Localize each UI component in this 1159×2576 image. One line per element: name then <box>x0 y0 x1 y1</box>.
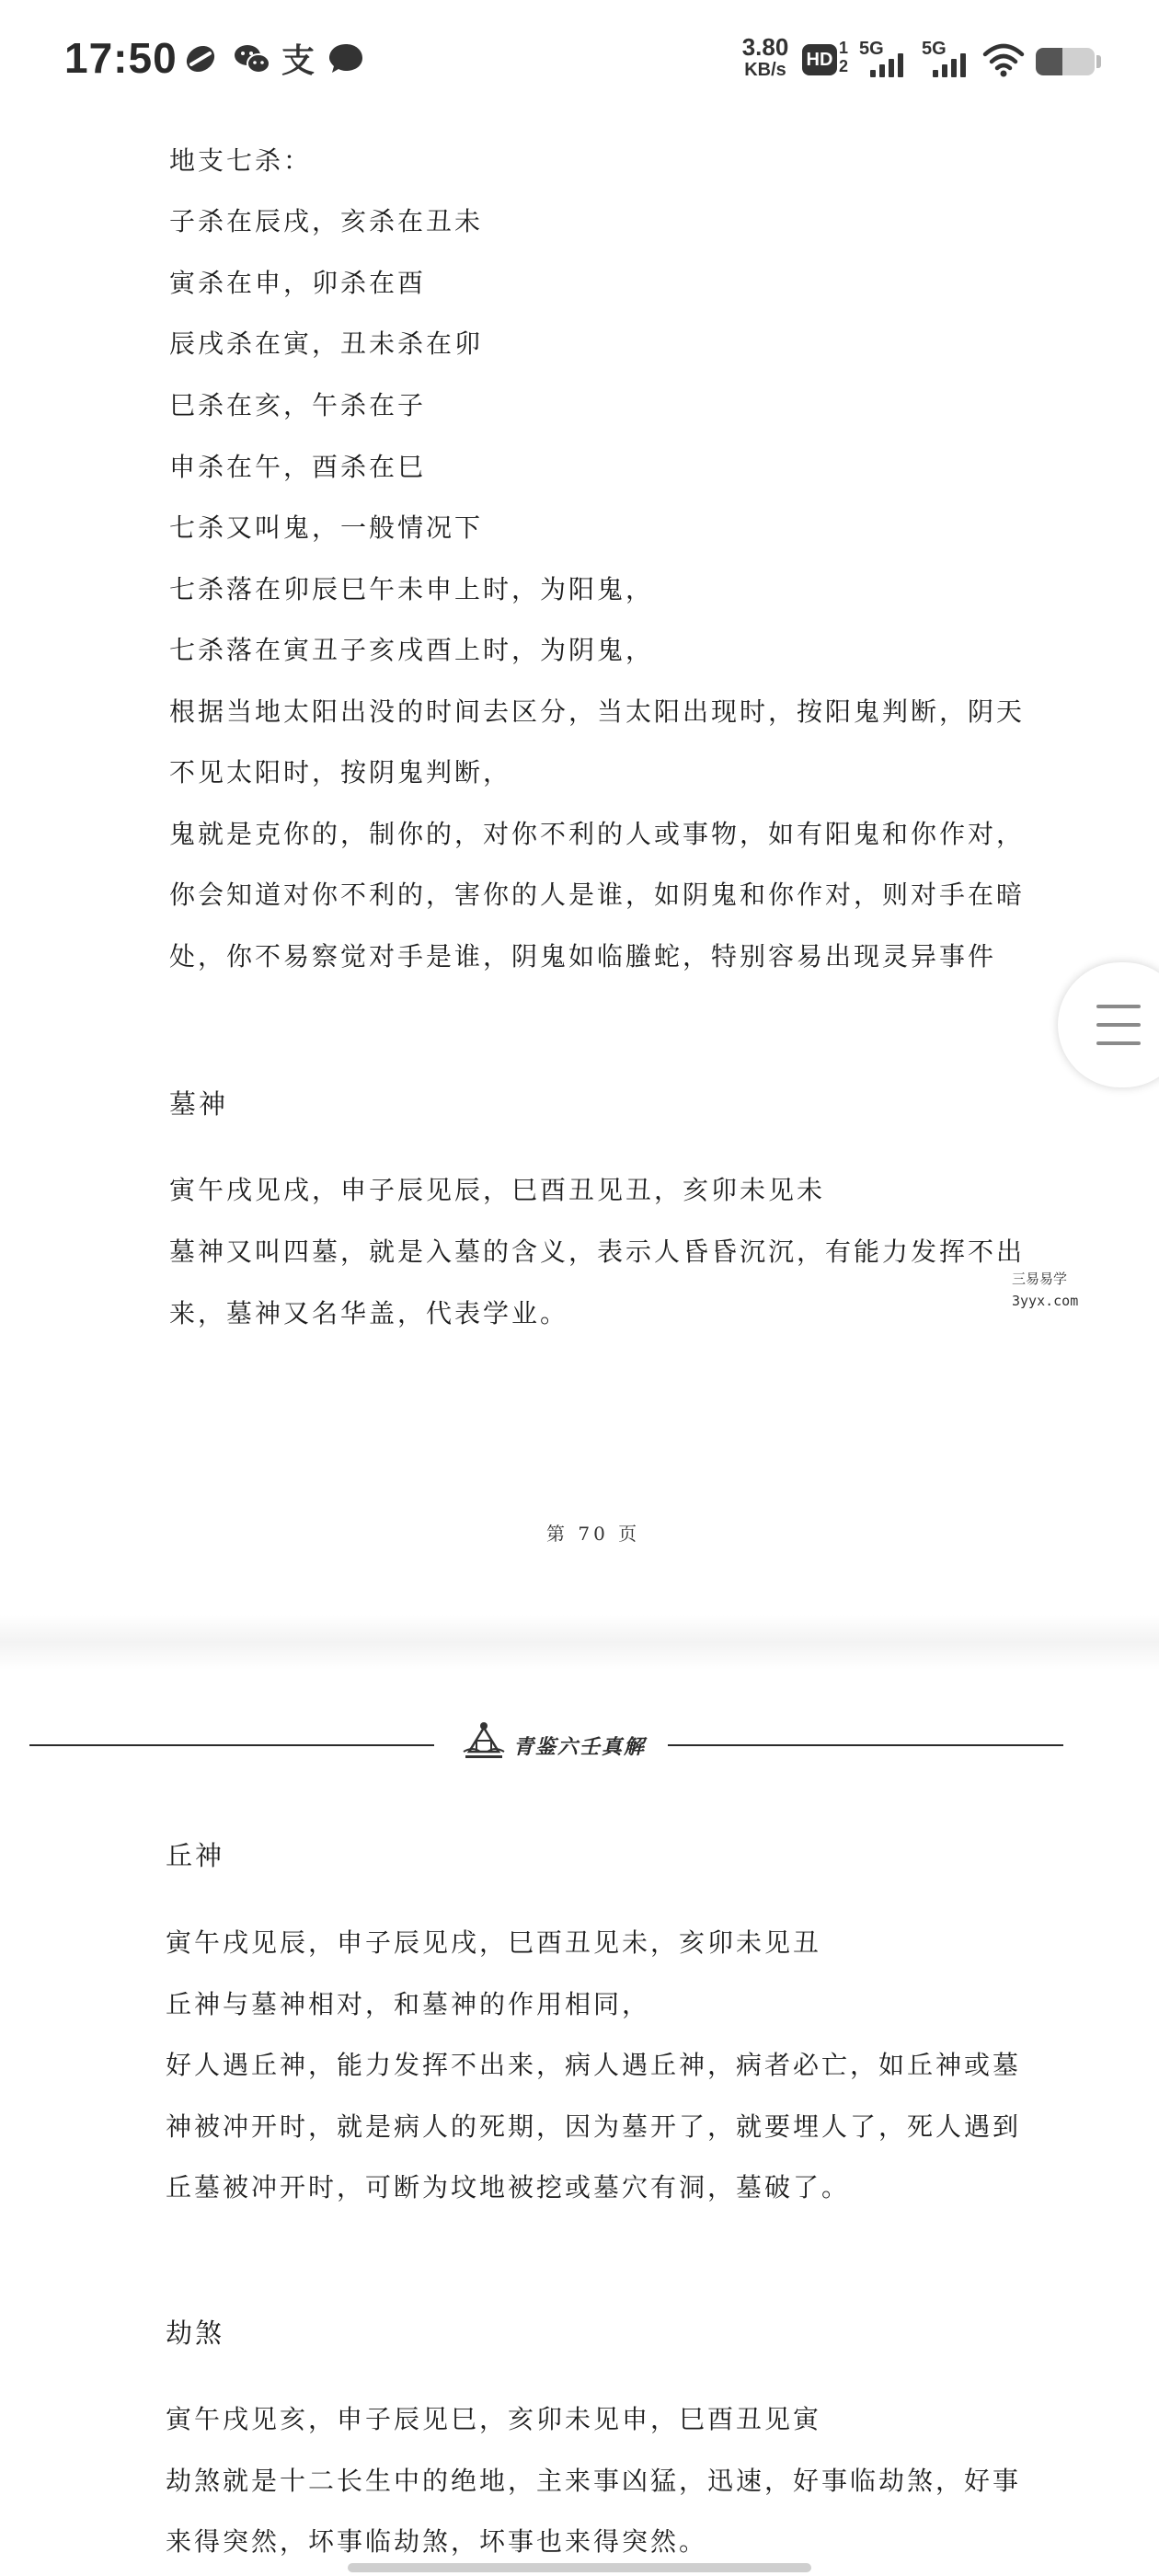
section-heading-jiesha: 劫煞 <box>166 2317 225 2349</box>
menu-icon <box>1096 1005 1141 1008</box>
book-logo-icon <box>460 1719 508 1761</box>
sim2-network-label: 5G <box>922 39 947 59</box>
menu-icon <box>1096 1041 1141 1045</box>
wechat-icon <box>232 40 272 77</box>
text-line: 丘神与墓神相对，和墓神的作用相同， <box>166 1989 651 2019</box>
text-line: 来，墓神又名华盖，代表学业。 <box>169 1298 569 1328</box>
book-header-title: 青鉴六壬真解 <box>513 1735 647 1759</box>
link-icon <box>182 40 219 77</box>
header-rule-left <box>29 1744 434 1746</box>
battery-icon <box>1036 48 1095 75</box>
hd-sim-indicator <box>839 39 848 75</box>
sim1-signal-icon <box>870 52 911 77</box>
text-line: 处，你不易察觉对手是谁，阴鬼如临螣蛇，特别容易出现灵异事件 <box>169 941 997 972</box>
status-bar <box>0 0 1159 120</box>
header-rule-right <box>668 1744 1063 1746</box>
text-line: 寅午戌见亥，申子辰见巳，亥卯未见申，巳酉丑见寅 <box>166 2404 822 2434</box>
section-heading-mushen: 墓神 <box>169 1088 229 1120</box>
watermark <box>1012 1268 1078 1312</box>
network-speed-unit: KB/s <box>744 60 786 80</box>
floating-menu-button[interactable] <box>1058 962 1159 1087</box>
sim1-network-label: 5G <box>859 39 884 59</box>
text-line: 子杀在辰戌，亥杀在丑未 <box>169 206 484 236</box>
text-line: 寅午戌见辰，申子辰见戌，巳酉丑见未，亥卯未见丑 <box>166 1927 822 1958</box>
message-icon <box>327 40 364 77</box>
text-line: 不见太阳时，按阴鬼判断， <box>169 757 512 788</box>
status-time: 17:50 <box>64 34 178 82</box>
watermark-line: 三易易学 <box>1012 1271 1068 1287</box>
text-line: 辰戌杀在寅，丑未杀在卯 <box>169 328 484 359</box>
text-line: 好人遇丘神，能力发挥不出来，病人遇丘神，病者必亡，如丘神或墓 <box>166 2050 1022 2080</box>
sim2-signal-icon <box>933 52 973 77</box>
text-line: 劫煞就是十二长生中的绝地，主来事凶猛，迅速，好事临劫煞，好事 <box>166 2466 1022 2496</box>
text-line: 你会知道对你不利的，害你的人是谁，如阴鬼和你作对，则对手在暗 <box>169 880 1026 910</box>
wifi-icon <box>982 42 1025 79</box>
hd-voice-icon: HD <box>802 44 837 75</box>
network-speed-value: 3.80 <box>741 33 789 61</box>
text-line: 神被冲开时，就是病人的死期，因为墓开了，就要埋人了，死人遇到 <box>166 2111 1022 2142</box>
text-line: 地支七杀： <box>169 145 313 176</box>
text-line: 七杀又叫鬼，一般情况下 <box>169 512 484 543</box>
text-line: 丘墓被冲开时，可断为坟地被挖或墓穴有洞，墓破了。 <box>166 2172 851 2202</box>
menu-icon <box>1096 1023 1141 1027</box>
text-line: 七杀落在寅丑子亥戌酉上时，为阴鬼， <box>169 635 655 665</box>
text-line: 巳杀在亥，午杀在子 <box>169 390 427 420</box>
watermark-line: 3yyx.com <box>1012 1293 1079 1309</box>
text-line: 寅杀在申，卯杀在酉 <box>169 268 427 298</box>
text-line: 根据当地太阳出没的时间去区分，当太阳出现时，按阳鬼判断，阴天 <box>169 696 1026 727</box>
text-line: 鬼就是克你的，制你的，对你不利的人或事物，如有阳鬼和你作对， <box>169 819 1026 849</box>
battery-tip <box>1096 55 1101 68</box>
hd-sim-bottom: 2 <box>839 57 849 75</box>
text-line: 申杀在午，酉杀在巳 <box>169 452 427 482</box>
network-speed <box>738 35 793 79</box>
section-heading-qiushen: 丘神 <box>166 1840 225 1871</box>
home-indicator[interactable] <box>348 2563 811 2572</box>
battery-level-fill <box>1036 48 1062 75</box>
text-line: 寅午戌见戌，申子辰见辰，巳酉丑见丑，亥卯未见未 <box>169 1175 826 1205</box>
text-line: 七杀落在卯辰巳午未申上时，为阳鬼， <box>169 574 655 604</box>
page-separator <box>0 1615 1159 1670</box>
text-line: 来得突然，坏事临劫煞，坏事也来得突然。 <box>166 2526 708 2557</box>
page-number: 第 70 页 <box>546 1523 641 1545</box>
text-line: 墓神又叫四墓，就是入墓的含义，表示人昏昏沉沉，有能力发挥不出 <box>169 1236 1026 1267</box>
alipay-icon: 支 <box>281 42 316 80</box>
hd-sim-top: 1 <box>839 39 849 57</box>
